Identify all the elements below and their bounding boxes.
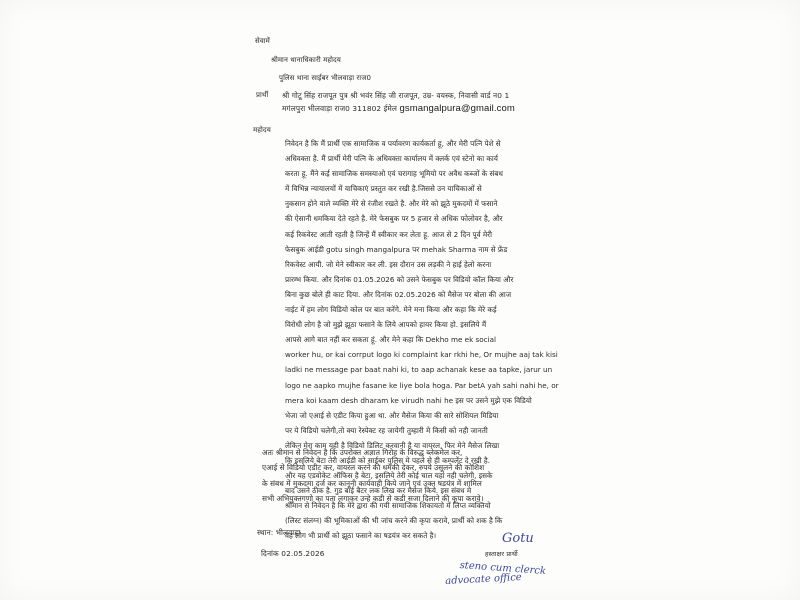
handwritten-note-2: advocate office	[445, 571, 523, 587]
body-line: रिकवेस्ट आयी. जो मेने स्वीकार कर ली. इस दौरान उस लड़की ने हाई हेलो करना	[285, 259, 492, 269]
signature-scribble: Gotu	[502, 531, 534, 546]
closing-line: एआई से विडियो एडीट कर, वायरल करने की धमकी देकर, रुपये उसूलने की कोशिश	[262, 463, 485, 473]
body-line: logo ne aapko mujhe fasane ke liye bola hoga. Par betA yah sahi nahi he, or	[285, 380, 559, 390]
body-line: वह लोग भी प्रार्थी को झूठा फसाने का षडयंत्र कर सकते है।	[285, 531, 437, 541]
applicant-address: मगंलपुरा भीलवाड़ा राज0 311802 ईमेल	[282, 104, 398, 113]
body-line: पर ये विडियो चलेगी,तो क्या रेस्पेक्ट रह जायेगी तुम्हारी मे किसी को नही जानती	[285, 425, 488, 435]
body-line: भेजा जो एआई से एडीट किया हुआ था. और मैसेज किया की सारे सोशियल मिडिया	[285, 410, 499, 420]
body-line: निवेदन है कि मैं प्रार्थी एक सामाजिक व पर्यावरण कार्यकर्ता हू, और मेरी पत्नि पेशे से	[285, 139, 501, 148]
handwritten-note-1: steno cum clerck	[459, 560, 547, 578]
signature-label: हस्ताक्षर प्रार्थी	[485, 550, 518, 558]
body-line: प्रारम्भ किया. और दिनांक 01.05.2026 को उसने फेसबुक पर विडियो कॉल किया और	[285, 274, 514, 284]
applicant-email: gsmangalpura@gmail.com	[399, 103, 515, 114]
body-line: और यह एडवोकेट ऑफिस है बेटा, इसलिये तेरी कोई चाल यहां नही चलेगी, इसके	[285, 471, 493, 481]
body-line: आपसे आगे बात नहीं कर सकता हूं. और मेने कहा कि Dekho me ek social	[285, 335, 497, 345]
body-line: अधिवक्ता है. मैं प्रार्थी मेरी पत्नि के अधिवक्ता कार्यालय में क्लर्क एवं स्टेनो का कार्य	[285, 154, 498, 164]
body-line: नाईट में हम लोग विडियो कोल पर बात करेंगे. मेने मना किया और कहा कि मेरे कई	[285, 305, 497, 315]
body-line: बिना कुछ बोले ही काट दिया. और दिनांक 02.05.2026 को मैसेज पर बोला की आज	[285, 289, 512, 299]
closing-line: सभी अभियुक्तगणो का पता लगाकर उन्हे कडी से कडी सजा दिलाने की कृपा करावे।	[262, 493, 484, 503]
body-line: फेसबुक आईडी gotu singh mangalpura पर mehak Sharma नाम से फ्रेंड	[285, 244, 508, 254]
body-line: नुकसान होने वाले व्यक्ति मेरे से रंजीश रखते है. और मेरे को झूठे मुकदमों में फसाने	[285, 199, 498, 209]
police-station: पुलिस थाना साईबर भीलवाड़ा राज0	[279, 74, 372, 82]
body-line: कई रिकवेस्ट आती रहती है जिन्हें मैं स्वीकार कर लेता हू. आज से 2 दिन पूर्व मेरी	[285, 229, 492, 239]
body-line: worker hu, or kai corrput logo ki complaint kar rkhi he, Or mujhe aaj tak kisi	[285, 350, 558, 360]
salutation: सेवामें	[255, 37, 270, 45]
body-line: कि इसलिये बेटा तेरी आईडी को साईबर पुलिस मे पहले से ही कम्पलेंट दे रखी है.	[285, 455, 490, 465]
greeting: महोदय	[253, 126, 271, 134]
place: स्थान: भीलवाड़ा	[257, 528, 301, 537]
applicant-label: प्रार्थी	[256, 91, 269, 99]
date: दिनांक 02.05.2026	[261, 549, 325, 558]
body-line: ladki ne message par baat nahi ki, to aap achanak kese aa tapke, jarur un	[285, 365, 553, 375]
closing-line: के संबध में मुकदमा दर्ज कर कानूनी कार्यवाही किये जाने एवं उक्त षडयंत्र में शामिल	[262, 478, 482, 488]
body-line: विरोधी लोग है जो मुझे झूठा फसाने के लिये आपको हायर किया हो. इसलिये मैं	[285, 320, 487, 330]
closing-request	[262, 445, 552, 506]
body-line: श्रीमान से निवेदन है कि मेरे द्वारा की गयी सामाजिक शिकायतो में लिप्त व्यक्तियो	[285, 501, 491, 511]
body-line: की ऐसानी धमकिया देते रहते है. मेरे फेसबुक पर 5 हजार से अधिक फोलोवर है, और	[285, 214, 503, 224]
body-line: करता हू. मैंने कई सामाजिक समस्याओ एवं चरागाह भूमियो पर अवैध कब्जों के संबध	[285, 169, 503, 179]
closing-line: अतः श्रीमान से निवेदन है कि उपरोक्त अज्ञात गिरोह के विरुद्ध ब्लेकमेल कर,	[262, 448, 463, 457]
body-line: mera koi kaam desh dharam ke virudh nahi he इस पर उसने मुझे एक विडियो	[285, 395, 532, 405]
body-line: लेकिन मेरा काम यही है विडियो डिलिट करवानी है या वायरल, फिर मेने मैसेज लिखा	[285, 440, 500, 450]
body-line: में विभिन्न न्यायालयों में याचिकाएं प्रस्तुत कर रखी है.जिससे उन याचिकाओं से	[285, 184, 482, 194]
addressee: श्रीमान थानाधिकारी महोदय	[271, 56, 341, 64]
applicant-line-1: श्री गोटू सिंह राजपूत पुत्र श्री भवंर सिंह जी राजपूत, उम्र- वयस्क, निवासी वार्ड न0 1	[282, 91, 510, 100]
body-line: बाद उसने ठीक है. गुड बाई बैटर लक लिख कर मैसेज किये. इस संबध मे	[285, 486, 472, 496]
body-line: (लिस्ट संलग्न) की भूमिकाओं की भी जांच करने की कृपा करावे, प्रार्थी को शक है कि	[285, 516, 503, 526]
applicant-line-2	[282, 104, 515, 113]
